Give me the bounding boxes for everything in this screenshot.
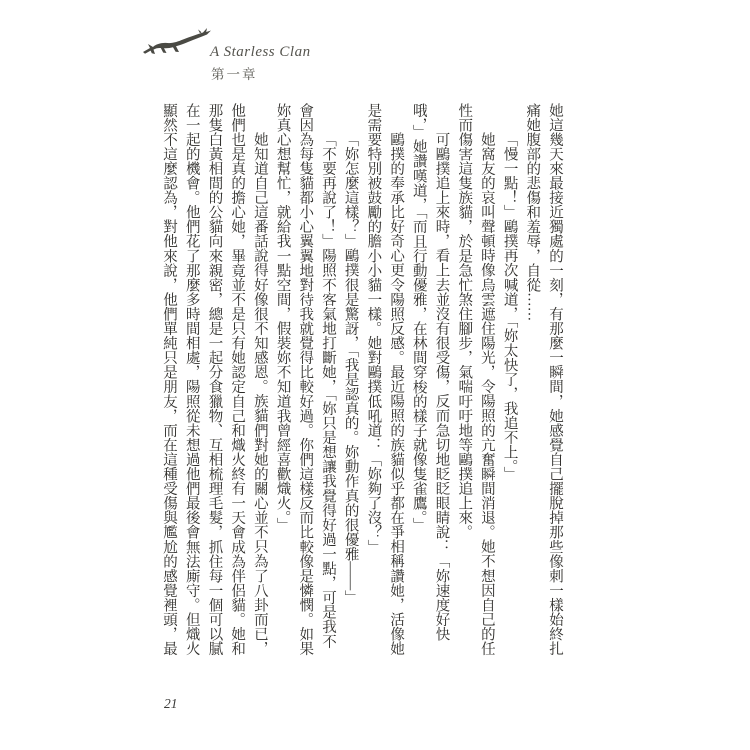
paragraph: 可鷗撲追上來時，看上去並沒有很受傷，反而急切地眨眨眼睛說：「妳速度好快哦，」她讚嘆道，「而且行動優雅，在林間穿梭的樣子就像隻雀鷹。」 — [410, 103, 450, 642]
paragraph: 她窩友的哀叫聲頓時像烏雲遮住陽光，令陽照的亢奮瞬間消退。她不想因自己的任性而傷害這隻族貓，於是急忙煞住腳步，氣喘吁吁地等鷗撲追上來。 — [456, 103, 495, 656]
paragraph: 她這幾天來最接近獨處的一刻，有那麼一瞬間，她感覺自己擺脫掉那些像刺一樣始終扎痛她腹部的悲傷和羞辱，自從…… — [524, 103, 563, 656]
paragraph: 「慢一點！」鷗撲再次喊道，「妳太快了，我追不上。」 — [501, 132, 518, 482]
paragraph: 鷗撲的奉承比好奇心更令陽照反感。最近陽照的族貓似乎都在爭相稱讚她，活像她是需要特別被鼓勵的膽小小貓一樣。她對鷗撲低吼道：「妳夠了沒？」 — [365, 103, 405, 656]
series-title: A Starless Clan — [210, 44, 311, 60]
paragraph: 「妳怎麼這樣？」鷗撲很是驚訝，「我是認真的。妳動作真的很優雅——」 — [342, 132, 359, 605]
paragraph: 「不要再說了！」陽照不客氣地打斷她，「妳只是想讓我覺得好過一點，可是我不會因為每隻貓都小心翼翼地對待我就覺得比較好過。你們這樣反而比較像是憐憫。如果妳真心想幫忙，就給我一點空間，假裝妳不知道我曾經喜歡熾火。」 — [274, 103, 336, 656]
chapter-label: 第一章 — [211, 67, 258, 82]
paragraph: 她知道自己這番話說得好像很不知感恩。族貓們對她的關心並不只為了八卦而已，他們也是真的擔心她，畢竟並不是只有她認定自己和熾火終有一天會成為伴侶貓。她和那隻白黃相間的公貓向來親密，總是一起分食獵物、互相梳理毛髮，抓住每一個可以膩在一起的機會。他們花了那麼多時間相處，陽照從未想過他們最後會無法廝守。但熾火顯然不這麼認為，對他來說，他們單純只是朋友，而在這種受傷與尷尬的感覺裡頭，最 — [161, 103, 268, 656]
page-number: 21 — [164, 696, 178, 711]
cat-silhouette-icon — [140, 26, 218, 64]
body-text — [157, 103, 566, 657]
